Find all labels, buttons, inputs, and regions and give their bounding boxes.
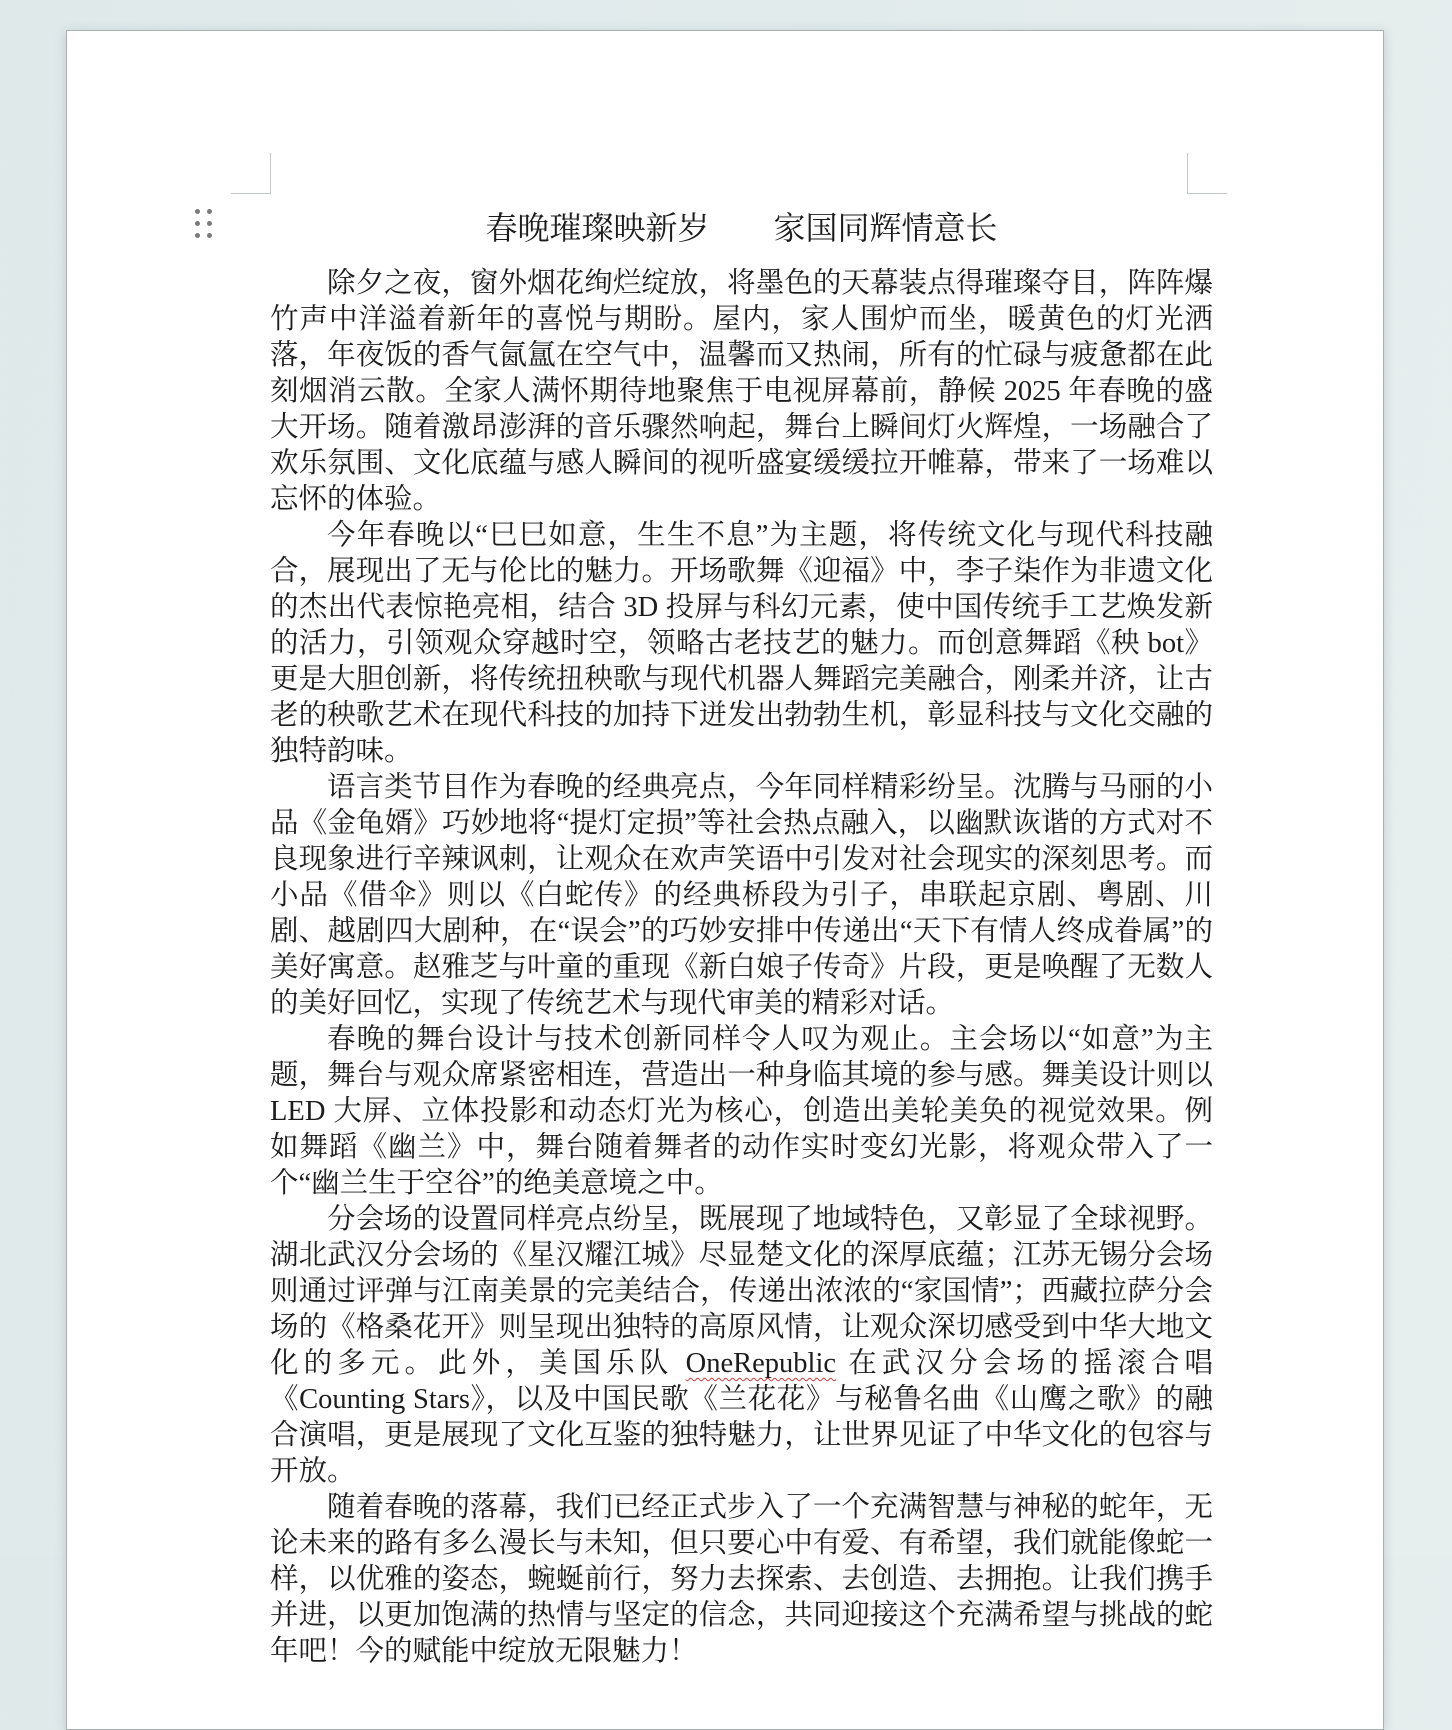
dot (195, 233, 200, 238)
text-run: 在武汉分会场的摇滚合唱《Counting Stars》，以及中国民歌《兰花花》与秘鲁名曲《山鹰之歌》的融合演唱，更是展现了文化互鉴的独特魅力，让世界见证了中华文化的包容与开放。 (270, 1348, 1213, 1487)
text-boundary-mark-top-right (1187, 153, 1227, 194)
document-paragraphs (270, 266, 1213, 1670)
paragraph (270, 1022, 1213, 1202)
document-title: 春晚璀璨映新岁 家国同辉情意长 (485, 210, 998, 246)
text-run: 春晚的舞台设计与技术创新同样令人叹为观止。主会场以“如意”为主题，舞台与观众席紧密相连，营造出一种身临其境的参与感。舞美设计则以 LED 大屏、立体投影和动态灯光为核心，创造出美轮美奂的视觉效果。例如舞蹈《幽兰》中，舞台随着舞者的动作实时变幻光影，将观众带入了一个“幽兰生于空谷”的绝美意境之中。 (270, 1024, 1213, 1199)
document-page[interactable] (66, 30, 1384, 1730)
paragraph (270, 1490, 1213, 1670)
paragraph (270, 770, 1213, 1022)
paragraph (270, 518, 1213, 770)
document-body (270, 206, 1213, 1670)
paragraph (270, 1202, 1213, 1490)
text-run: 语言类节目作为春晚的经典亮点，今年同样精彩纷呈。沈腾与马丽的小品《金龟婿》巧妙地将“提灯定损”等社会热点融入，以幽默诙谐的方式对不良现象进行辛辣讽刺，让观众在欢声笑语中引发对社会现实的深刻思考。而小品《借伞》则以《白蛇传》的经典桥段为引子，串联起京剧、粤剧、川剧、越剧四大剧种，在“误会”的巧妙安排中传递出“天下有情人终成眷属”的美好寓意。赵雅芝与叶童的重现《新白娘子传奇》片段，更是唤醒了无数人的美好回忆，实现了传统艺术与现代审美的精彩对话。 (270, 772, 1213, 1019)
dot (195, 221, 200, 226)
dot (207, 233, 212, 238)
text-run: 随着春晚的落幕，我们已经正式步入了一个充满智慧与神秘的蛇年，无论未来的路有多么漫长与未知，但只要心中有爱、有希望，我们就能像蛇一样，以优雅的姿态，蜿蜒前行，努力去探索、去创造、去拥抱。让我们携手并进，以更加饱满的热情与坚定的信念，共同迎接这个充满希望与挑战的蛇年吧！今的赋能中绽放无限魅力！ (270, 1492, 1213, 1667)
dot (207, 209, 212, 214)
paragraph-drag-handle-icon[interactable] (195, 209, 212, 238)
dot (195, 209, 200, 214)
dot (207, 221, 212, 226)
text-run: 分会场的设置同样亮点纷呈，既展现了地域特色，又彰显了全球视野。湖北武汉分会场的《星汉耀江城》尽显楚文化的深厚底蕴；江苏无锡分会场则通过评弹与江南美景的完美结合，传递出浓浓的“家国情”；西藏拉萨分会场的《格桑花开》则呈现出独特的高原风情，让观众深切感受到中华大地文化的多元。此外，美国乐队 (270, 1204, 1213, 1379)
spellcheck-flagged-word: OneRepublic (685, 1348, 837, 1379)
text-run: 今年春晚以“巳巳如意，生生不息”为主题，将传统文化与现代科技融合，展现出了无与伦比的魅力。开场歌舞《迎福》中，李子柒作为非遗文化的杰出代表惊艳亮相，结合 3D 投屏与科幻元素，使中国传统手工艺焕发新的活力，引领观众穿越时空，领略古老技艺的魅力。而创意舞蹈《秧 bot》更是大胆创新，将传统扭秧歌与现代机器人舞蹈完美融合，刚柔并济，让古老的秧歌艺术在现代科技的加持下迸发出勃勃生机，彰显科技与文化交融的独特韵味。 (270, 520, 1213, 767)
text-boundary-mark-top-left (231, 153, 271, 194)
text-run: 除夕之夜，窗外烟花绚烂绽放，将墨色的天幕装点得璀璨夺目，阵阵爆竹声中洋溢着新年的喜悦与期盼。屋内，家人围炉而坐，暖黄色的灯光洒落，年夜饭的香气氤氲在空气中，温馨而又热闹，所有的忙碌与疲惫都在此刻烟消云散。全家人满怀期待地聚焦于电视屏幕前，静候 2025 年春晚的盛大开场。随着激昂澎湃的音乐骤然响起，舞台上瞬间灯火辉煌，一场融合了欢乐氛围、文化底蕴与感人瞬间的视听盛宴缓缓拉开帷幕，带来了一场难以忘怀的体验。 (270, 268, 1213, 515)
paragraph (270, 266, 1213, 518)
